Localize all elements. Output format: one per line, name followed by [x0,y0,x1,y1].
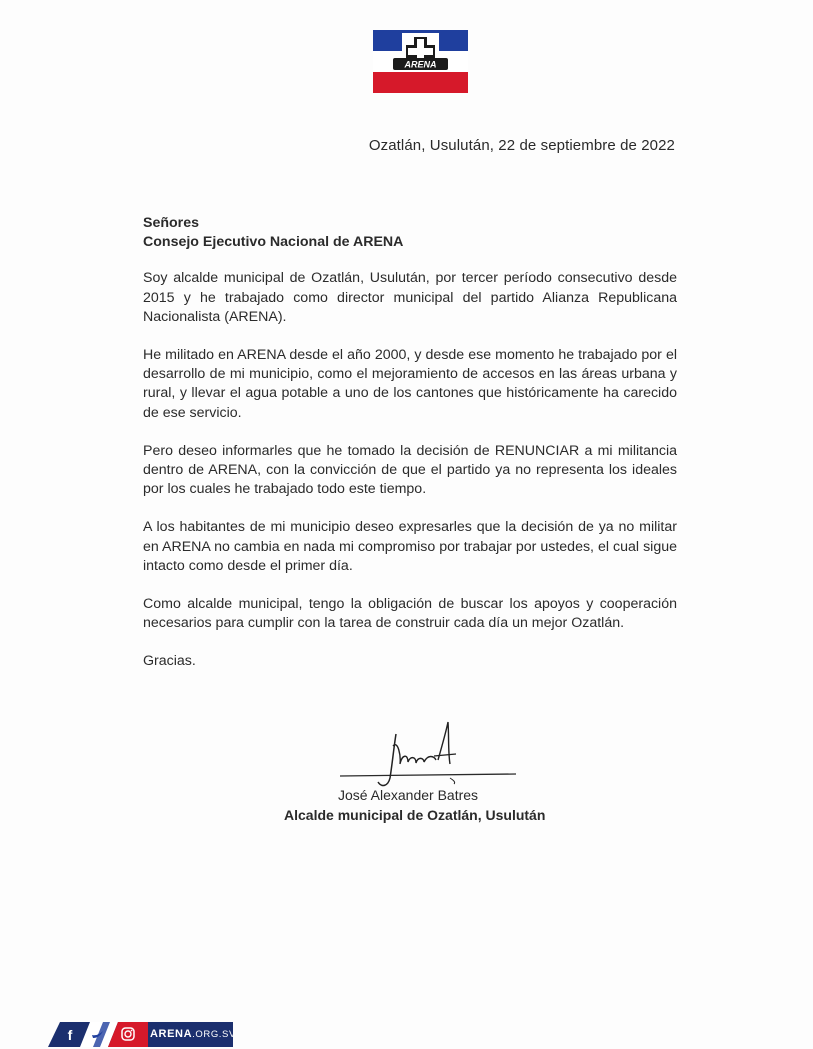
letter-body [143,214,677,691]
arena-logo [373,30,468,93]
paragraph-2: He militado en ARENA desde el año 2000, y desde ese momento he trabajado por el desarrollo de mi municipio, como el mejoramiento de accesos en las áreas urbana y rural, y llevar el agua potable a uno de los cantones que históricamente ha carecido de ese servicio. [143,347,677,421]
paragraph-5: Como alcalde municipal, tengo la obligación de buscar los apoyos y cooperación necesarios para cumplir con la tarea de construir cada día un mejor Ozatlán. [143,596,677,632]
signatory-title: Alcalde municipal de Ozatlán, Usulután [284,807,546,823]
addressee-line-2: Consejo Ejecutivo Nacional de ARENA [143,234,404,251]
svg-text:f: f [67,1027,73,1043]
signature-drawing [338,716,523,796]
addressee-line-1: Señores [143,215,199,231]
date-line: Ozatlán, Usulután, 22 de septiembre de 2022 [368,137,675,154]
closing: Gracias. [143,653,196,670]
paragraph-4: A los habitantes de mi municipio deseo expresarles que la decisión de ya no militar en ARENA no cambia en nada mi compromiso por trabajar por ustedes, el cual sigue intacto como desde el primer día. [143,519,677,574]
logo-text: ARENA [404,59,437,70]
paragraph-1: Soy alcalde municipal de Ozatlán, Usulután, por tercer período consecutivo desde 2015 y he trabajado como director municipal del partido Alianza Republicana Nacionalista (ARENA). [143,270,677,325]
footer-domain[interactable]: ARENA.ORG.SV [150,1028,236,1040]
paragraph-3: Pero deseo informarles que he tomado la decisión de RENUNCIAR a mi militancia dentro de ARENA, con la convicción de que el partido ya no representa los ideales por los cuales he trabajado todo este tiempo. [143,442,677,498]
signatory-name: José Alexander Batres [337,787,479,803]
addressee [143,214,677,252]
